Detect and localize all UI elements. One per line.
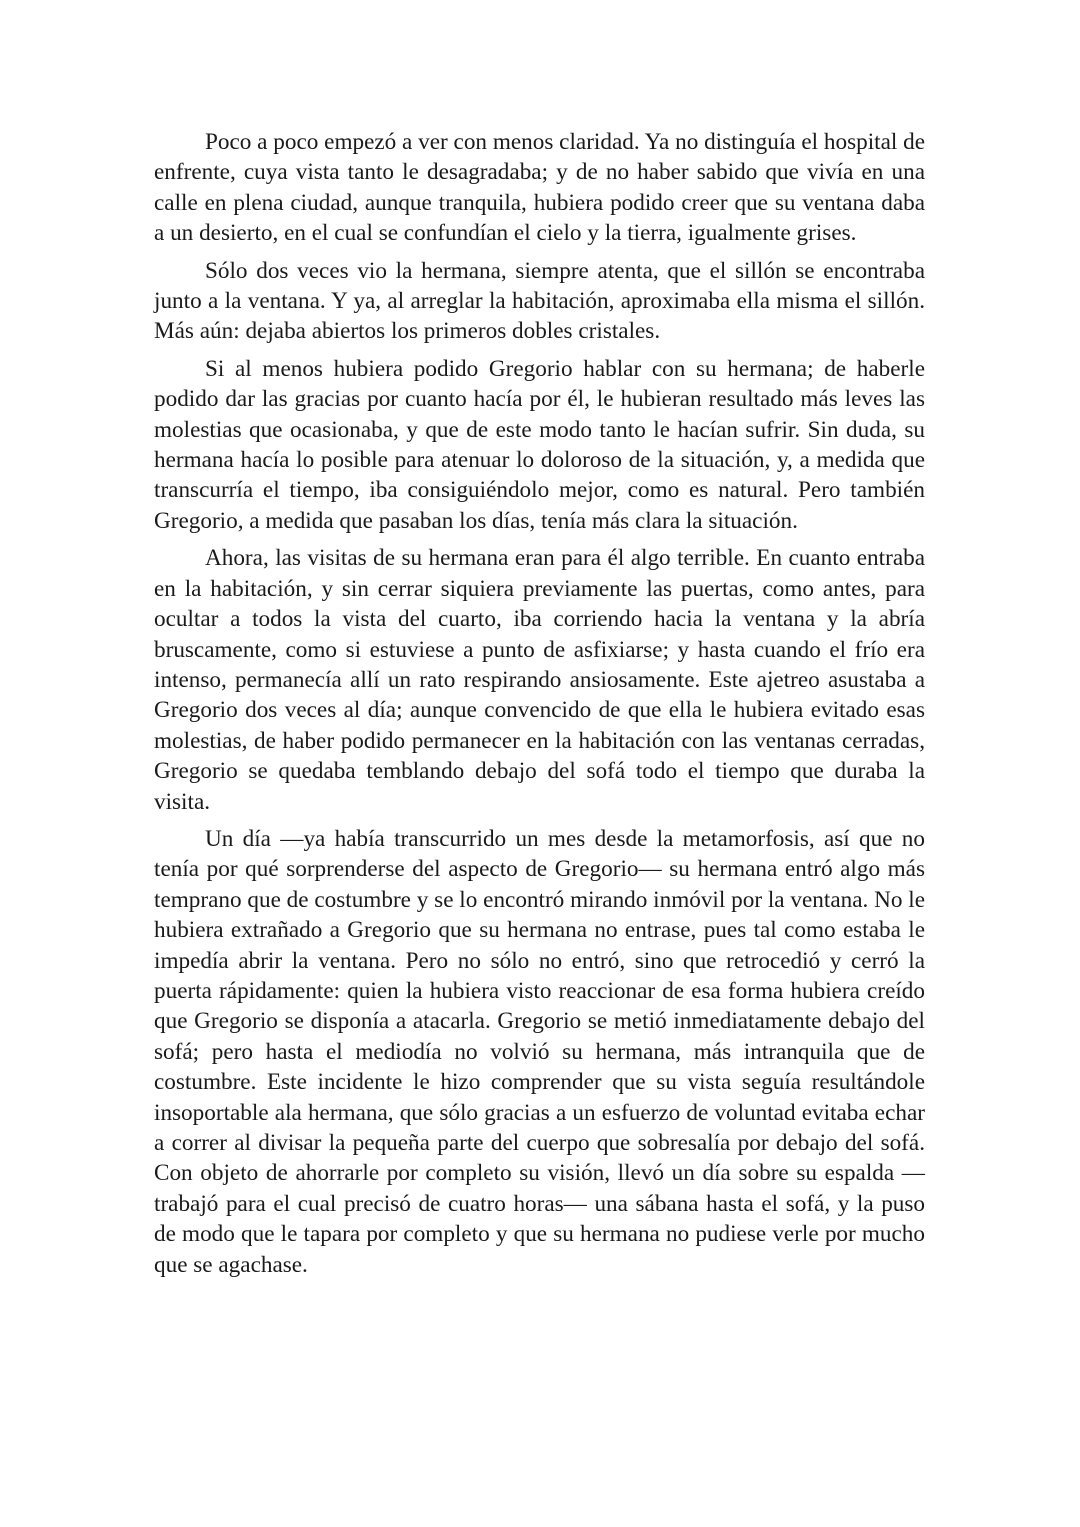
paragraph-4: Ahora, las visitas de su hermana eran para él algo terrible. En cuanto entraba en la habitación, y sin cerrar siquiera previamente las puertas, como antes, para ocultar a todos la vista del cuarto, iba corriendo hacia la ventana y la abría bruscamente, como si estuviese a punto de asfixiarse; y hasta cuando el frío era intenso, permanecía allí un rato respirando ansiosamente. Este ajetreo asustaba a Gregorio dos veces al día; aunque convencido de que ella le hubiera evitado esas molestias, de haber podido permanecer en la habitación con las ventanas cerradas, Gregorio se quedaba temblando debajo del sofá todo el tiempo que duraba la visita.	[154, 545, 925, 815]
paragraph-5: Un día —ya había transcurrido un mes desde la metamorfosis, así que no tenía por qué sorprenderse del aspecto de Gregorio— su hermana entró algo más temprano que de costumbre y se lo encontró mirando inmóvil por la ventana. No le hubiera extrañado a Gregorio que su hermana no entrase, pues tal como estaba le impedía abrir la ventana. Pero no sólo no entró, sino que retrocedió y cerró la puerta rápidamente: quien la hubiera visto reaccionar de esa forma hubiera creído que Gregorio se disponía a atacarla. Gregorio se metió inmediatamente debajo del sofá; pero hasta el mediodía no volvió su hermana, más intranquila que de costumbre. Este incidente le hizo comprender que su vista seguía resultándole insoportable ala hermana, que sólo gracias a un esfuerzo de voluntad evitaba echar a correr al divisar la pequeña parte del cuerpo que sobresalía por debajo del sofá. Con objeto de ahorrarle por completo su visión, llevó un día sobre su espalda —trabajó para el cual precisó de cuatro horas— una sábana hasta el sofá, y la puso de modo que le tapara por completo y que su hermana no pudiese verle por mucho que se agachase.	[154, 825, 925, 1278]
page-body	[154, 127, 925, 1280]
paragraph-1: Poco a poco empezó a ver con menos claridad. Ya no distinguía el hospital de enfrente, cuya vista tanto le desagradaba; y de no haber sabido que vivía en una calle en plena ciudad, aunque tranquila, hubiera podido creer que su ventana daba a un desierto, en el cual se confundían el cielo y la tierra, igualmente grises.	[154, 129, 925, 247]
paragraph-2: Sólo dos veces vio la hermana, siempre atenta, que el sillón se encontraba junto a la ventana. Y ya, al arreglar la habitación, aproximaba ella misma el sillón. Más aún: dejaba abiertos los primeros dobles cristales.	[154, 257, 925, 345]
paragraph-3: Si al menos hubiera podido Gregorio hablar con su hermana; de haberle podido dar las gracias por cuanto hacía por él, le hubieran resultado más leves las molestias que ocasionaba, y que de este modo tanto le hacían sufrir. Sin duda, su hermana hacía lo posible para atenuar lo doloroso de la situación, y, a medida que transcurría el tiempo, iba consiguiéndolo mejor, como es natural. Pero también Gregorio, a medida que pasaban los días, tenía más clara la situación.	[154, 355, 925, 534]
